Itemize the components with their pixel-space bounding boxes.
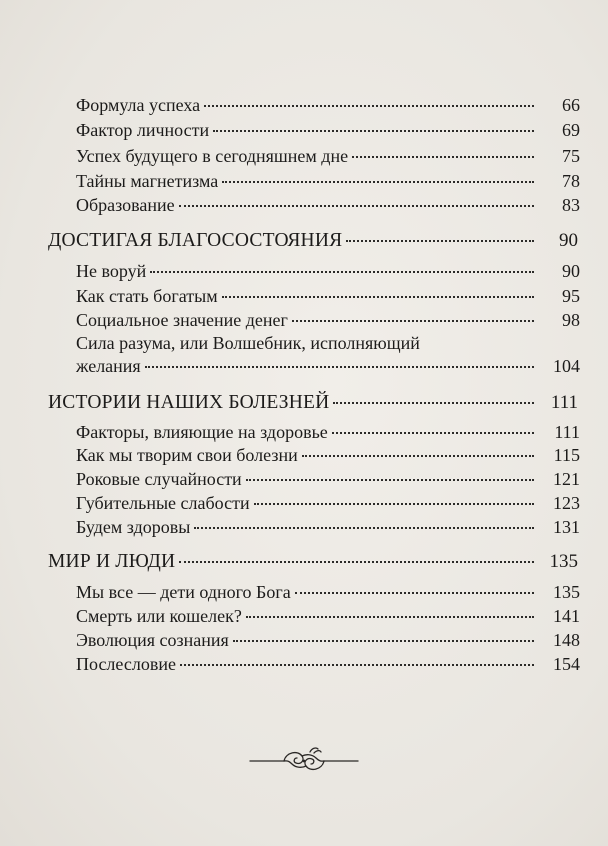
dot-leader xyxy=(246,616,534,618)
toc-entry xyxy=(0,119,608,143)
dot-leader xyxy=(204,105,534,107)
dot-leader xyxy=(150,271,534,273)
dot-leader xyxy=(302,455,534,457)
toc-entry-page: 98 xyxy=(562,310,580,330)
toc-entry-title: Как мы творим свои болезни xyxy=(76,445,298,465)
dot-leader xyxy=(254,503,534,505)
toc-entry-title: Как стать богатым xyxy=(76,286,218,306)
toc-entry-page: 135 xyxy=(553,582,580,602)
toc-entry-title: Социальное значение денег xyxy=(76,310,288,330)
toc-entry xyxy=(0,444,608,468)
dot-leader xyxy=(346,240,534,242)
toc-entry-page: 83 xyxy=(562,195,580,215)
toc-entry-page: 154 xyxy=(553,654,580,674)
toc-entry xyxy=(0,581,608,605)
toc-entry xyxy=(0,194,608,218)
toc-section-page: 90 xyxy=(559,230,578,251)
dot-leader xyxy=(332,432,534,434)
dot-leader xyxy=(295,592,534,594)
toc-section-title: ИСТОРИИ НАШИХ БОЛЕЗНЕЙ xyxy=(48,392,330,413)
toc-entry-page: 121 xyxy=(553,469,580,489)
toc-entry-title: Образование xyxy=(76,195,175,215)
toc-entry-page: 111 xyxy=(554,422,580,442)
toc-entry-title-line1: Сила разума, или Волшебник, исполняющий xyxy=(76,333,420,353)
toc-entry xyxy=(0,629,608,653)
toc-section-page: 135 xyxy=(549,551,578,572)
toc-entry-title: Роковые случайности xyxy=(76,469,242,489)
toc-entry-title: Мы все — дети одного Бога xyxy=(76,582,291,602)
toc-section-page: 111 xyxy=(550,392,578,413)
toc-entry-title: Успех будущего в сегодняшнем дне xyxy=(76,146,349,166)
toc-entry-page: 115 xyxy=(553,445,580,465)
toc-entry-title: Факторы, влияющие на здоровье xyxy=(76,422,328,442)
toc-entry-title: Послесловие xyxy=(76,654,176,674)
toc-section-title: ДОСТИГАЯ БЛАГОСОСТОЯНИЯ xyxy=(48,230,343,251)
toc-entry-title: Будем здоровы xyxy=(76,517,191,537)
toc-entry-page: 131 xyxy=(553,517,580,537)
dot-leader xyxy=(145,366,534,368)
dot-leader xyxy=(233,640,534,642)
toc-entry xyxy=(0,309,608,333)
toc-entry xyxy=(0,516,608,540)
toc-entry-page: 90 xyxy=(562,261,580,281)
toc-entry xyxy=(0,653,608,677)
toc-entry-page: 75 xyxy=(562,146,580,166)
toc-section-title: МИР И ЛЮДИ xyxy=(48,551,176,572)
toc-section xyxy=(0,551,608,575)
toc-entry-title: Губительные слабости xyxy=(76,493,250,513)
toc-entry xyxy=(0,492,608,516)
dot-leader xyxy=(222,181,534,183)
dot-leader xyxy=(213,130,534,132)
toc-entry-page: 141 xyxy=(553,606,580,626)
toc-entry xyxy=(0,285,608,309)
toc-entry-title-line2: желания xyxy=(76,356,141,376)
toc-entry xyxy=(0,170,608,194)
toc-entry-page: 95 xyxy=(562,286,580,306)
dot-leader xyxy=(194,527,534,529)
dot-leader xyxy=(292,320,534,322)
dot-leader xyxy=(222,296,534,298)
toc-entry-title: Не воруй xyxy=(76,261,147,281)
toc-entry-page: 123 xyxy=(553,493,580,513)
toc-entry-multiline xyxy=(0,332,608,380)
toc-entry xyxy=(0,605,608,629)
decorative-ornament-icon xyxy=(246,744,362,776)
toc-entry-page: 69 xyxy=(562,120,580,140)
toc-entry-page: 104 xyxy=(553,356,580,376)
toc-entry-page: 78 xyxy=(562,171,580,191)
toc-section xyxy=(0,230,608,254)
dot-leader xyxy=(246,479,534,481)
toc-entry-title: Тайны магнетизма xyxy=(76,171,219,191)
toc-entry xyxy=(0,421,608,445)
toc-entry-title: Эволюция сознания xyxy=(76,630,229,650)
dot-leader xyxy=(333,402,534,404)
toc-entry-title: Фактор личности xyxy=(76,120,210,140)
dot-leader xyxy=(180,664,534,666)
toc-entry xyxy=(0,260,608,284)
toc-entry-title: Смерть или кошелек? xyxy=(76,606,242,626)
dot-leader xyxy=(352,156,534,158)
toc-entry xyxy=(0,94,608,118)
toc-entry-title: Формула успеха xyxy=(76,95,201,115)
toc-entry xyxy=(0,468,608,492)
toc-entry-page: 148 xyxy=(553,630,580,650)
toc-entry-page: 66 xyxy=(562,95,580,115)
toc-section xyxy=(0,392,608,416)
dot-leader xyxy=(179,205,534,207)
toc-entry xyxy=(0,145,608,169)
dot-leader xyxy=(179,561,534,563)
